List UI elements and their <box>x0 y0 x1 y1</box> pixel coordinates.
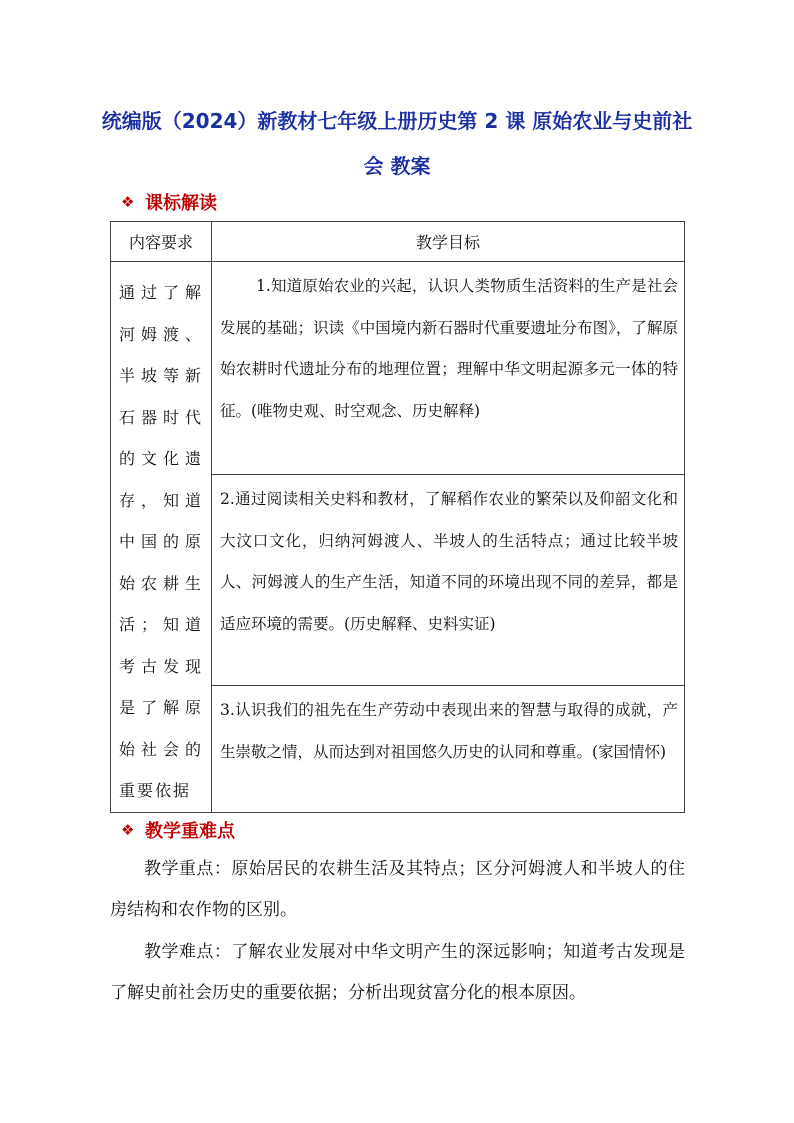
section-heading-label: 教学重难点 <box>145 821 235 842</box>
key-points-paragraph: 教学重点：原始居民的农耕生活及其特点；区分河姆渡人和半坡人的住房结构和农作物的区别。 <box>110 859 685 920</box>
teaching-goal-3: 3.认识我们的祖先在生产劳动中表现出来的智慧与取得的成就，产生崇敬之情，从而达到对祖国悠久历史的认同和尊重。(家国情怀) <box>212 686 685 812</box>
page-title: 统编版（2024）新教材七年级上册历史第 2 课 原始农业与史前社会 教案 <box>101 109 693 178</box>
teaching-goal-1: 1.知道原始农业的兴起，认识人类物质生活资料的生产是社会发展的基础；识读《中国境内新石器时代重要遗址分布图》，了解原始农耕时代遗址分布的地理位置；理解中华文明起源多元一体的特征。(唯物史观、时空观念、历史解释) <box>212 262 685 475</box>
difficult-points-paragraph: 教学难点：了解农业发展对中华文明产生的深远影响；知道考古发现是了解史前社会历史的重要依据；分析出现贫富分化的根本原因。 <box>110 942 685 1003</box>
curriculum-standards-table <box>110 221 685 813</box>
header-teaching-goals: 教学目标 <box>212 222 685 262</box>
table-header-row <box>111 222 685 262</box>
section-heading-key-points <box>121 817 235 843</box>
table-row <box>111 262 685 475</box>
teaching-goal-2: 2.通过阅读相关史料和教材，了解稻作农业的繁荣以及仰韶文化和大汶口文化，归纳河姆渡人、半坡人的生活特点；通过比较半坡人、河姆渡人的生产生活，知道不同的环境出现不同的差异，都是适应环境的需要。(历史解释、史料实证) <box>212 475 685 686</box>
diamond-bullet-icon: ❖ <box>121 193 135 211</box>
section-heading-label: 课标解读 <box>145 193 217 214</box>
diamond-bullet-icon: ❖ <box>121 821 135 839</box>
content-requirement-cell: 通过了解河姆渡、半坡等新石器时代的文化遗存，知道中国的原始农耕生活；知道考古发现是了解原始社会的重要依据 <box>111 262 212 813</box>
header-content-requirements: 内容要求 <box>111 222 212 262</box>
section-heading-standards <box>121 189 217 215</box>
